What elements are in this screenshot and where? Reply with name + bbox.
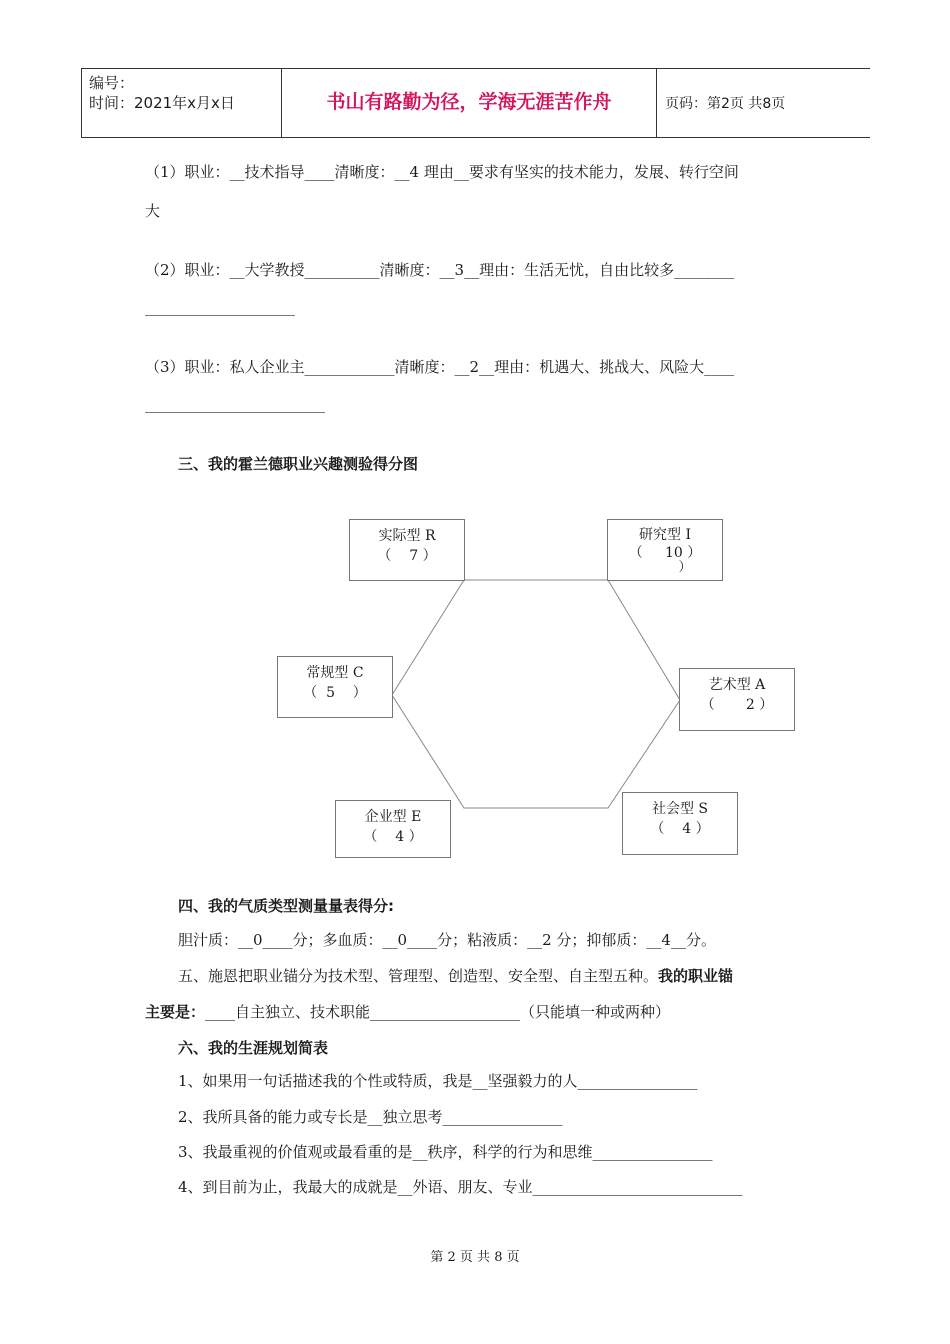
career-2-line1: （2）职业：__大学教授__________清晰度：__3__理由：生活无忧，自由比较多________: [145, 261, 735, 279]
career-3-line2: ________________________: [145, 395, 325, 413]
hexagon-outline: [392, 580, 680, 808]
section5-intro: 五、施恩把职业锚分为技术型、管理型、创造型、安全型、自主型五种。: [178, 967, 659, 985]
header-number-label: 编号：: [89, 74, 135, 92]
type-name: 常规型 C: [306, 665, 364, 681]
header-time-label: 时间：2021年x月x日: [89, 94, 235, 112]
type-score: （ 10 ）: [628, 545, 702, 561]
type-name: 研究型 I: [639, 527, 691, 543]
type-box-conventional: [277, 656, 393, 718]
plan-item-2: 2、我所具备的能力或专长是__独立思考________________: [178, 1108, 563, 1126]
section5-anchor-label-cont: 主要是：: [145, 1003, 206, 1021]
section3-title: 三、我的霍兰德职业兴趣测验得分图: [178, 455, 419, 473]
type-box-artistic: [679, 668, 795, 731]
page-footer: 第 2 页 共 8 页: [430, 1250, 520, 1265]
type-name: 社会型 S: [651, 801, 709, 817]
type-score: （ 4 ）: [650, 821, 710, 837]
section4-scores: 胆汁质：__0____分；多血质：__0____分；粘液质：__2 分；抑郁质：__4__分。: [178, 931, 716, 949]
type-name: 企业型 E: [364, 809, 422, 825]
career-3-line1: （3）职业：私人企业主____________清晰度：__2__理由：机遇大、挑战大、风险大____: [145, 358, 735, 376]
section6-title: 六、我的生涯规划简表: [178, 1039, 329, 1057]
section5-line1: [178, 965, 733, 986]
type-score: （ 7 ）: [377, 548, 437, 564]
section5-anchor-label: 我的职业锚: [658, 967, 734, 985]
section4-title: 四、我的气质类型测量量表得分:: [178, 897, 395, 915]
plan-item-3: 3、我最重视的价值观或最看重的是__秩序，科学的行为和思维________________: [178, 1143, 713, 1161]
career-2-line2: ____________________: [145, 298, 295, 316]
type-score: （ 5 ）: [303, 685, 367, 701]
type-score: （ 4 ）: [363, 829, 423, 845]
section5-line2: [145, 1001, 670, 1022]
career-1-line1: （1）职业：__技术指导____清晰度：__4 理由__要求有坚实的技术能力，发展、转行空间: [145, 163, 739, 181]
type-score: （ 2 ）: [700, 697, 774, 713]
type-name: 实际型 R: [378, 528, 436, 544]
type-box-enterprising: [335, 800, 451, 858]
plan-item-4: 4、到目前为止，我最大的成就是__外语、朋友、专业____________________________: [178, 1178, 743, 1196]
type-score-extra: ）: [678, 560, 692, 575]
type-box-social: [622, 792, 738, 855]
career-1-line2: 大: [145, 202, 161, 220]
section5-anchor-value: ____自主独立、技术职能____________________（只能填一种或两种）: [205, 1003, 671, 1021]
type-box-realistic: [349, 519, 465, 581]
plan-item-1: 1、如果用一句话描述我的个性或特质，我是__坚强毅力的人________________: [178, 1072, 698, 1090]
type-name: 艺术型 A: [708, 677, 766, 693]
type-box-investigative: [607, 519, 723, 581]
header-motto: 书山有路勤为径，学海无涯苦作舟: [326, 91, 612, 113]
header-page-label: 页码：第2页 共8页: [665, 96, 786, 112]
